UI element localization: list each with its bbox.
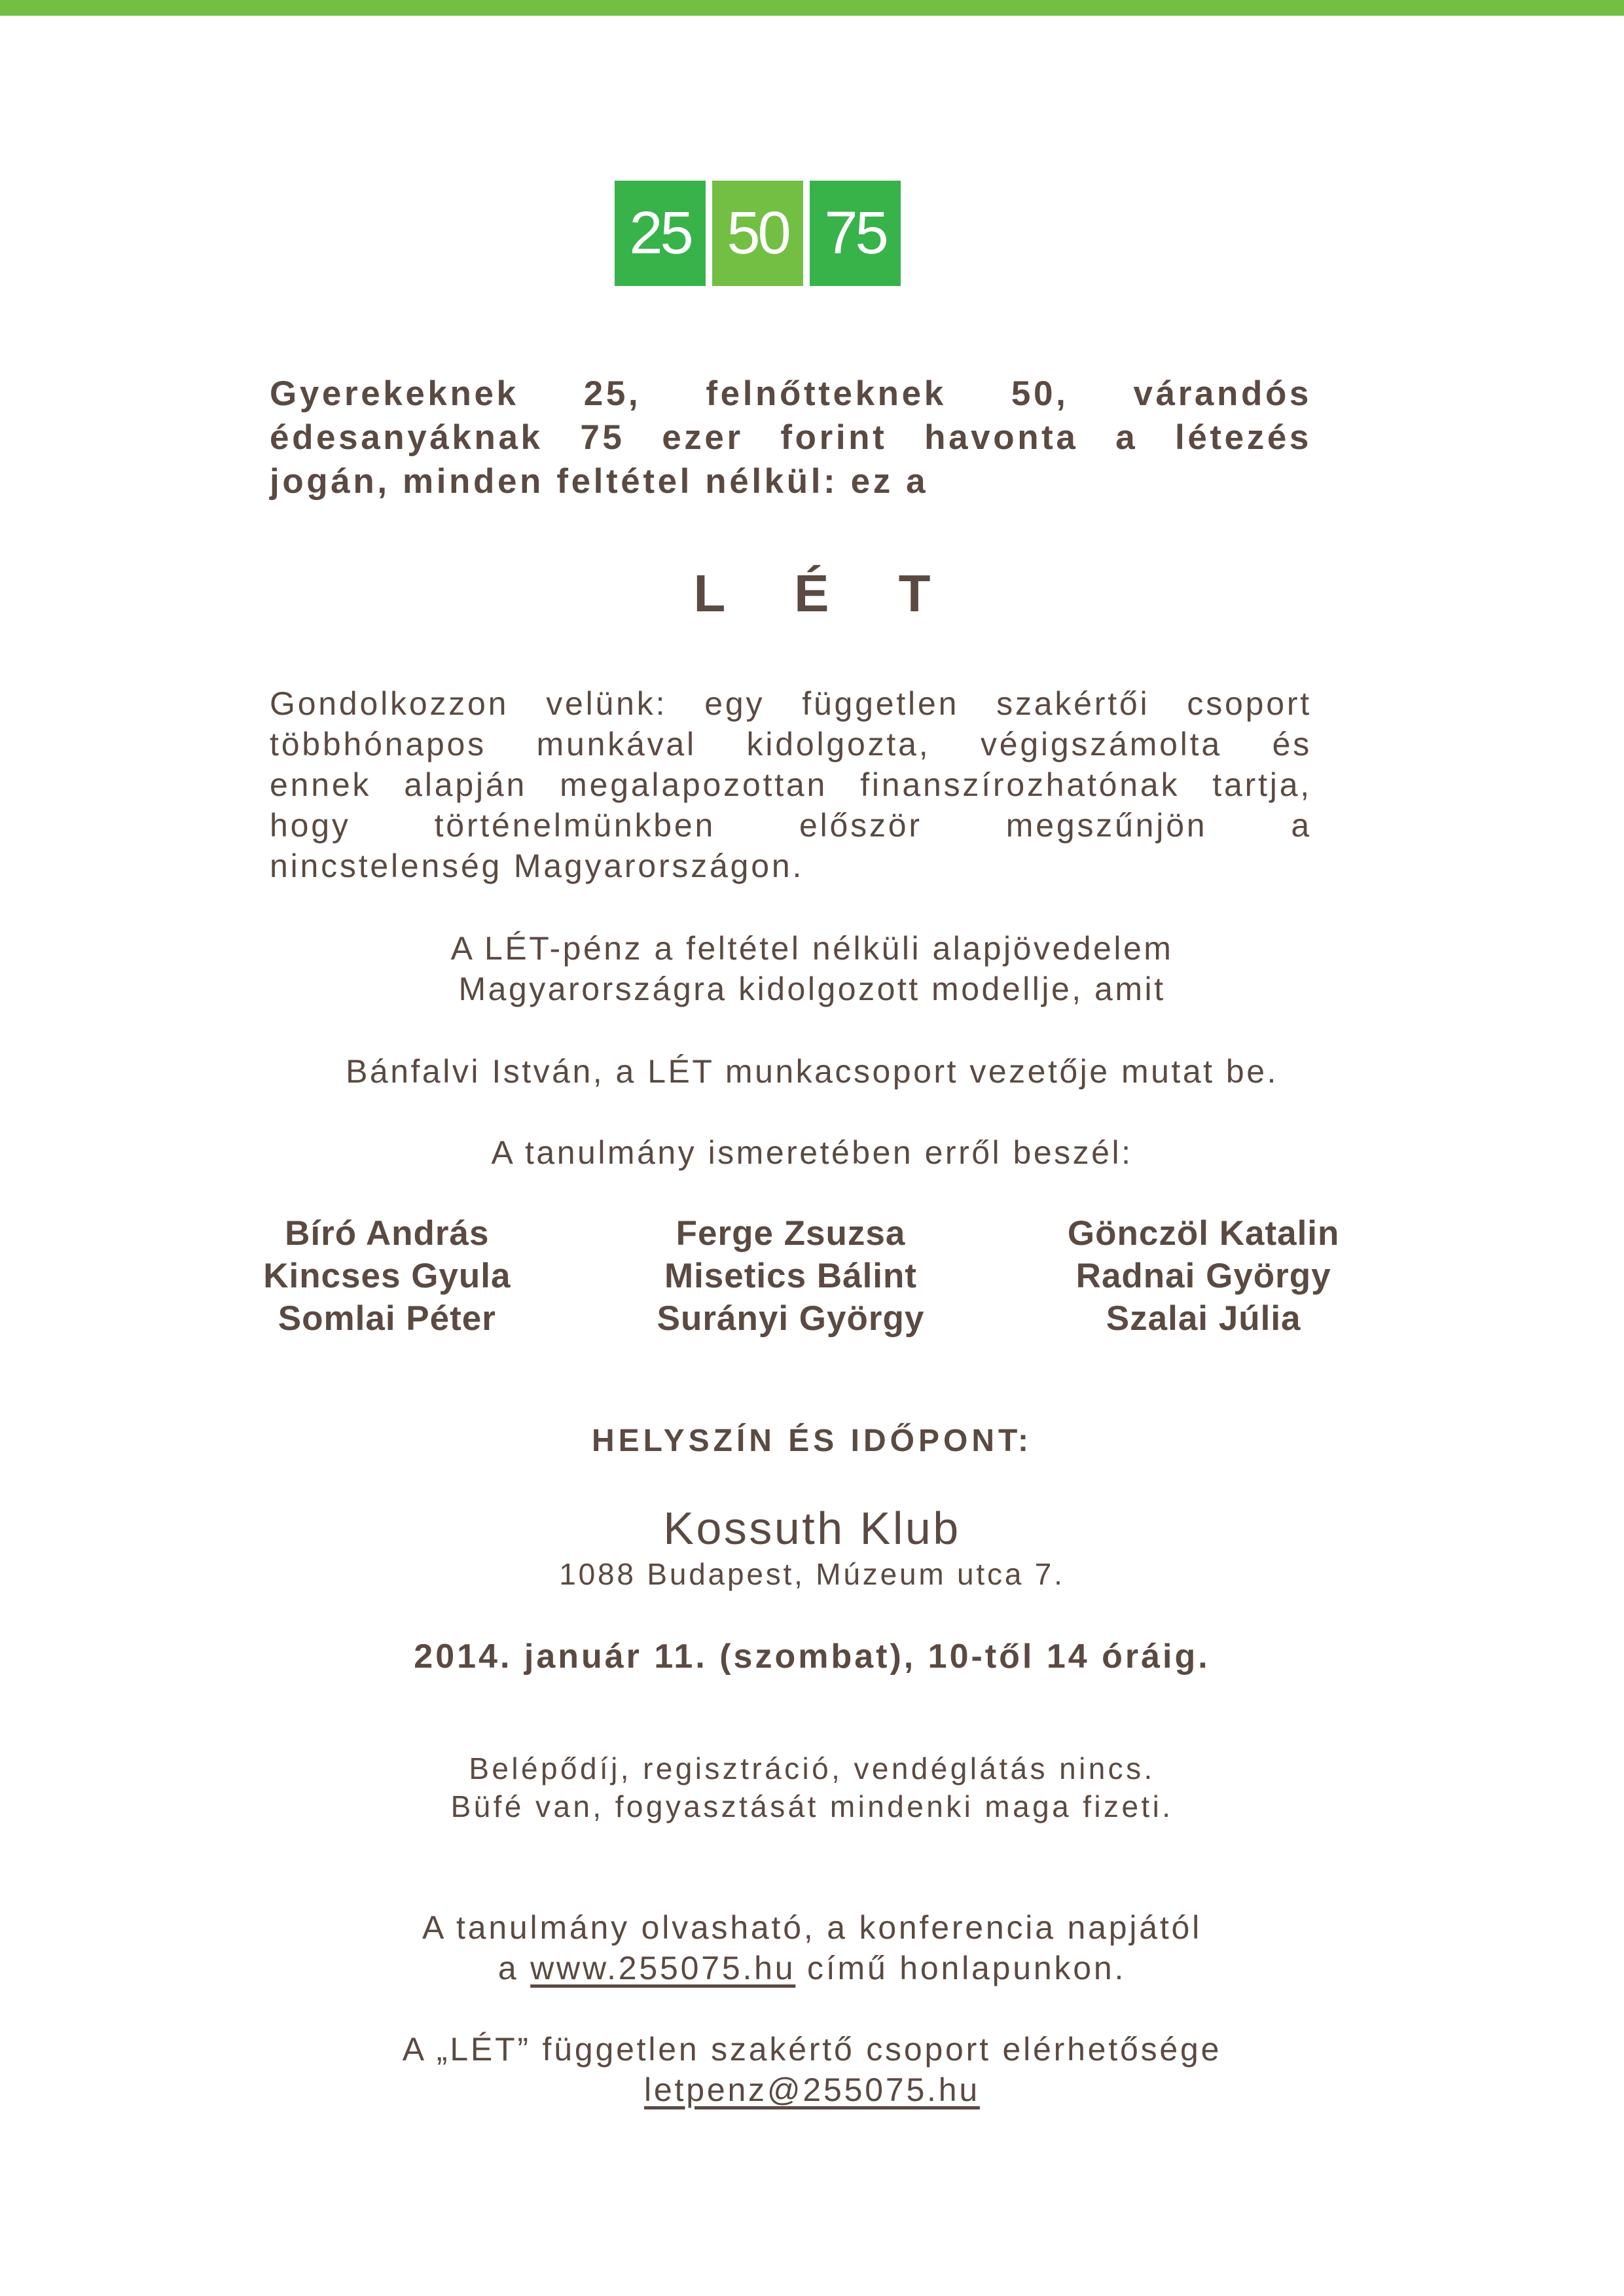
logo-255075: [615, 181, 901, 286]
logo-box-25: 25: [615, 181, 706, 286]
description-line: Gondolkozzon velünk: egy független szakértői csoport: [270, 685, 1312, 722]
speaker-name: Radnai György: [1075, 1257, 1331, 1295]
speaker-name: Misetics Bálint: [664, 1257, 918, 1295]
logo-box-50: 50: [712, 181, 803, 286]
study-line-suffix: című honlapunkon.: [795, 1950, 1127, 1986]
venue-heading: HELYSZÍN ÉS IDŐPONT:: [592, 1424, 1032, 1458]
notes: [0, 1749, 1624, 1825]
model-paragraph: [0, 928, 1624, 1009]
intro-line: jogán, minden feltétel nélkül: ez a: [270, 462, 929, 501]
description-line: hogy történelmünkben először megszűnjön a: [270, 807, 1312, 844]
contact-line: A „LÉT” független szakértő csoport elérhetősége: [402, 2031, 1222, 2068]
top-accent-bar: [0, 0, 1624, 16]
venue-name: Kossuth Klub: [663, 1503, 961, 1554]
event-date: 2014. január 11. (szombat), 10-től 14 óráig.: [414, 1638, 1210, 1676]
presenter-line: Bánfalvi István, a LÉT munkacsoport vezetője mutat be.: [346, 1053, 1278, 1090]
notes-line: Belépődíj, regisztráció, vendéglátás nincs.: [469, 1751, 1155, 1785]
model-line: Magyarországra kidolgozott modellje, amit: [458, 971, 1166, 1007]
discussion-intro: A tanulmány ismeretében erről beszél:: [491, 1134, 1133, 1171]
email-link[interactable]: letpenz@255075.hu: [644, 2072, 980, 2108]
speaker-name: Gönczöl Katalin: [1067, 1214, 1340, 1253]
intro-paragraph: [270, 372, 1312, 503]
speaker-name: Bíró András: [285, 1214, 490, 1253]
notes-line: Büfé van, fogyasztását mindenki maga fizeti.: [450, 1789, 1174, 1823]
description-line: nincstelenség Magyarországon.: [270, 848, 804, 884]
logo-box-75: 75: [810, 181, 901, 286]
description-line: ennek alapján megalapozottan finanszírozhatónak tartja,: [270, 766, 1312, 803]
venue-address: 1088 Budapest, Múzeum utca 7.: [559, 1557, 1065, 1591]
speaker-name: Surányi György: [657, 1299, 925, 1338]
let-title: L É T: [693, 564, 958, 622]
intro-line: Gyerekeknek 25, felnőtteknek 50, várandós: [270, 374, 1312, 413]
description-line: többhónapos munkával kidolgozta, végigszámolta és: [270, 726, 1312, 762]
speaker-name: Szalai Júlia: [1106, 1299, 1301, 1338]
speakers-list: [263, 1212, 1340, 1340]
speaker-name: Ferge Zsuzsa: [676, 1214, 906, 1253]
study-line: [0, 1948, 1624, 1988]
speaker-name: Somlai Péter: [278, 1299, 496, 1338]
speaker-name: Kincses Gyula: [263, 1257, 511, 1295]
study-line-prefix: a: [497, 1950, 531, 1986]
website-link[interactable]: www.255075.hu: [530, 1950, 796, 1986]
contact-email-row: [0, 2070, 1624, 2110]
study-info: [0, 1907, 1624, 1988]
description-paragraph: [270, 683, 1312, 886]
contact-info: [0, 2029, 1624, 2110]
model-line: A LÉT-pénz a feltétel nélküli alapjövedelem: [450, 930, 1174, 967]
intro-line: édesanyáknak 75 ezer forint havonta a létezés: [270, 418, 1312, 457]
study-line: A tanulmány olvasható, a konferencia napjától: [422, 1909, 1202, 1946]
